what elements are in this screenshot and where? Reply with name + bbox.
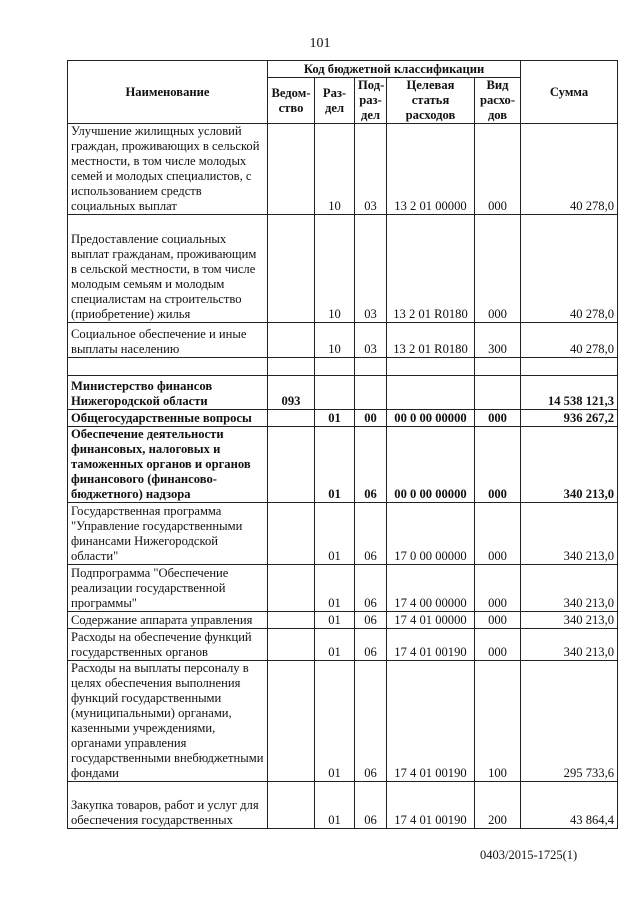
header-target: Целевая статья расходов	[387, 78, 475, 124]
row-vid: 300	[475, 323, 521, 358]
row-target: 13 2 01 R0180	[387, 215, 475, 323]
row-podrazdel: 03	[355, 323, 387, 358]
row-razdel: 01	[315, 427, 355, 503]
table-row	[68, 427, 618, 503]
row-razdel: 01	[315, 612, 355, 629]
row-ved	[268, 323, 315, 358]
table-row-spacer	[68, 358, 618, 376]
row-sum: 14 538 121,3	[521, 376, 618, 410]
row-target: 00 0 00 00000	[387, 427, 475, 503]
row-target: 00 0 00 00000	[387, 410, 475, 427]
row-podrazdel: 06	[355, 565, 387, 612]
row-sum: 40 278,0	[521, 323, 618, 358]
row-razdel: 10	[315, 124, 355, 215]
row-ved	[268, 612, 315, 629]
row-name: Предоставление социальных выплат гражданам, проживающим в сельской местности, в том числе молодым семьям и молодым специалистам на строительство (приобретение) жилья	[68, 215, 268, 323]
row-razdel: 01	[315, 782, 355, 829]
table-row	[68, 323, 618, 358]
row-ved	[268, 358, 315, 376]
row-vid: 000	[475, 215, 521, 323]
page-number: 101	[309, 36, 331, 51]
row-razdel	[315, 358, 355, 376]
row-ved	[268, 503, 315, 565]
row-ved	[268, 427, 315, 503]
row-razdel: 01	[315, 410, 355, 427]
row-podrazdel: 03	[355, 215, 387, 323]
row-podrazdel: 06	[355, 629, 387, 661]
row-name: Подпрограмма "Обеспечение реализации государственной программы"	[68, 565, 268, 612]
row-sum: 43 864,4	[521, 782, 618, 829]
row-target	[387, 376, 475, 410]
row-target: 17 4 01 00190	[387, 629, 475, 661]
row-name: Улучшение жилищных условий граждан, проживающих в сельской местности, в том числе молодых семей и молодых специалистов, с использованием средств социальных выплат	[68, 124, 268, 215]
row-ved	[268, 661, 315, 782]
row-name: Общегосударственные вопросы	[68, 410, 268, 427]
row-sum	[521, 358, 618, 376]
table-row	[68, 782, 618, 829]
row-vid	[475, 376, 521, 410]
header-sum: Сумма	[521, 61, 618, 124]
row-sum: 40 278,0	[521, 215, 618, 323]
table-row	[68, 215, 618, 323]
row-podrazdel	[355, 376, 387, 410]
row-razdel: 01	[315, 661, 355, 782]
row-vid: 000	[475, 629, 521, 661]
table-row	[68, 410, 618, 427]
row-name: Закупка товаров, работ и услуг для обеспечения государственных	[68, 782, 268, 829]
row-razdel	[315, 376, 355, 410]
header-vid: Вид расхо-дов	[475, 78, 521, 124]
row-podrazdel: 06	[355, 782, 387, 829]
row-vid: 000	[475, 612, 521, 629]
row-vid: 200	[475, 782, 521, 829]
header-vedomstvo: Ведом-ство	[268, 78, 315, 124]
row-target: 17 4 00 00000	[387, 565, 475, 612]
row-vid: 000	[475, 124, 521, 215]
row-podrazdel	[355, 358, 387, 376]
table-row	[68, 565, 618, 612]
row-ved	[268, 410, 315, 427]
row-sum: 340 213,0	[521, 503, 618, 565]
row-sum: 295 733,6	[521, 661, 618, 782]
row-vid	[475, 358, 521, 376]
row-vid: 000	[475, 410, 521, 427]
header-code-group: Код бюджетной классификации	[268, 61, 521, 78]
row-vid: 000	[475, 427, 521, 503]
row-target	[387, 358, 475, 376]
row-name: Министерство финансов Нижегородской области	[68, 376, 268, 410]
row-podrazdel: 03	[355, 124, 387, 215]
row-vid: 100	[475, 661, 521, 782]
row-name: Государственная программа "Управление государственными финансами Нижегородской области"	[68, 503, 268, 565]
row-name: Расходы на выплаты персоналу в целях обеспечения выполнения функций государственными (муниципальными) органами, казенными учреждениями, органами управления государственными внебюджетными фондами	[68, 661, 268, 782]
row-target: 13 2 01 R0180	[387, 323, 475, 358]
row-sum: 40 278,0	[521, 124, 618, 215]
row-target: 17 4 01 00190	[387, 661, 475, 782]
row-ved	[268, 629, 315, 661]
row-vid: 000	[475, 503, 521, 565]
row-podrazdel: 06	[355, 427, 387, 503]
row-target: 17 0 00 00000	[387, 503, 475, 565]
row-sum: 340 213,0	[521, 612, 618, 629]
row-sum: 340 213,0	[521, 565, 618, 612]
footer-doc-code: 0403/2015-1725(1)	[480, 848, 578, 862]
table-row	[68, 376, 618, 410]
row-podrazdel: 06	[355, 503, 387, 565]
row-razdel: 01	[315, 629, 355, 661]
table-row	[68, 124, 618, 215]
row-target: 17 4 01 00190	[387, 782, 475, 829]
table-row	[68, 612, 618, 629]
row-podrazdel: 06	[355, 661, 387, 782]
row-vid: 000	[475, 565, 521, 612]
table-row	[68, 503, 618, 565]
row-razdel: 01	[315, 503, 355, 565]
row-name: Расходы на обеспечение функций государственных органов	[68, 629, 268, 661]
row-name: Социальное обеспечение и иные выплаты населению	[68, 323, 268, 358]
row-name: Обеспечение деятельности финансовых, налоговых и таможенных органов и органов финансового (финансово-бюджетного) надзора	[68, 427, 268, 503]
row-sum: 340 213,0	[521, 629, 618, 661]
row-name: Содержание аппарата управления	[68, 612, 268, 629]
row-razdel: 10	[315, 215, 355, 323]
row-razdel: 10	[315, 323, 355, 358]
row-ved	[268, 565, 315, 612]
row-razdel: 01	[315, 565, 355, 612]
budget-table	[67, 60, 618, 829]
row-sum: 936 267,2	[521, 410, 618, 427]
row-ved	[268, 215, 315, 323]
header-podrazdel: Под-раз-дел	[355, 78, 387, 124]
row-sum: 340 213,0	[521, 427, 618, 503]
table-row	[68, 661, 618, 782]
row-podrazdel: 06	[355, 612, 387, 629]
header-razdel: Раз-дел	[315, 78, 355, 124]
row-ved	[268, 124, 315, 215]
row-podrazdel: 00	[355, 410, 387, 427]
row-target: 17 4 01 00000	[387, 612, 475, 629]
row-target: 13 2 01 00000	[387, 124, 475, 215]
row-name	[68, 358, 268, 376]
header-name: Наименование	[68, 61, 268, 124]
row-ved: 093	[268, 376, 315, 410]
row-ved	[268, 782, 315, 829]
table-row	[68, 629, 618, 661]
